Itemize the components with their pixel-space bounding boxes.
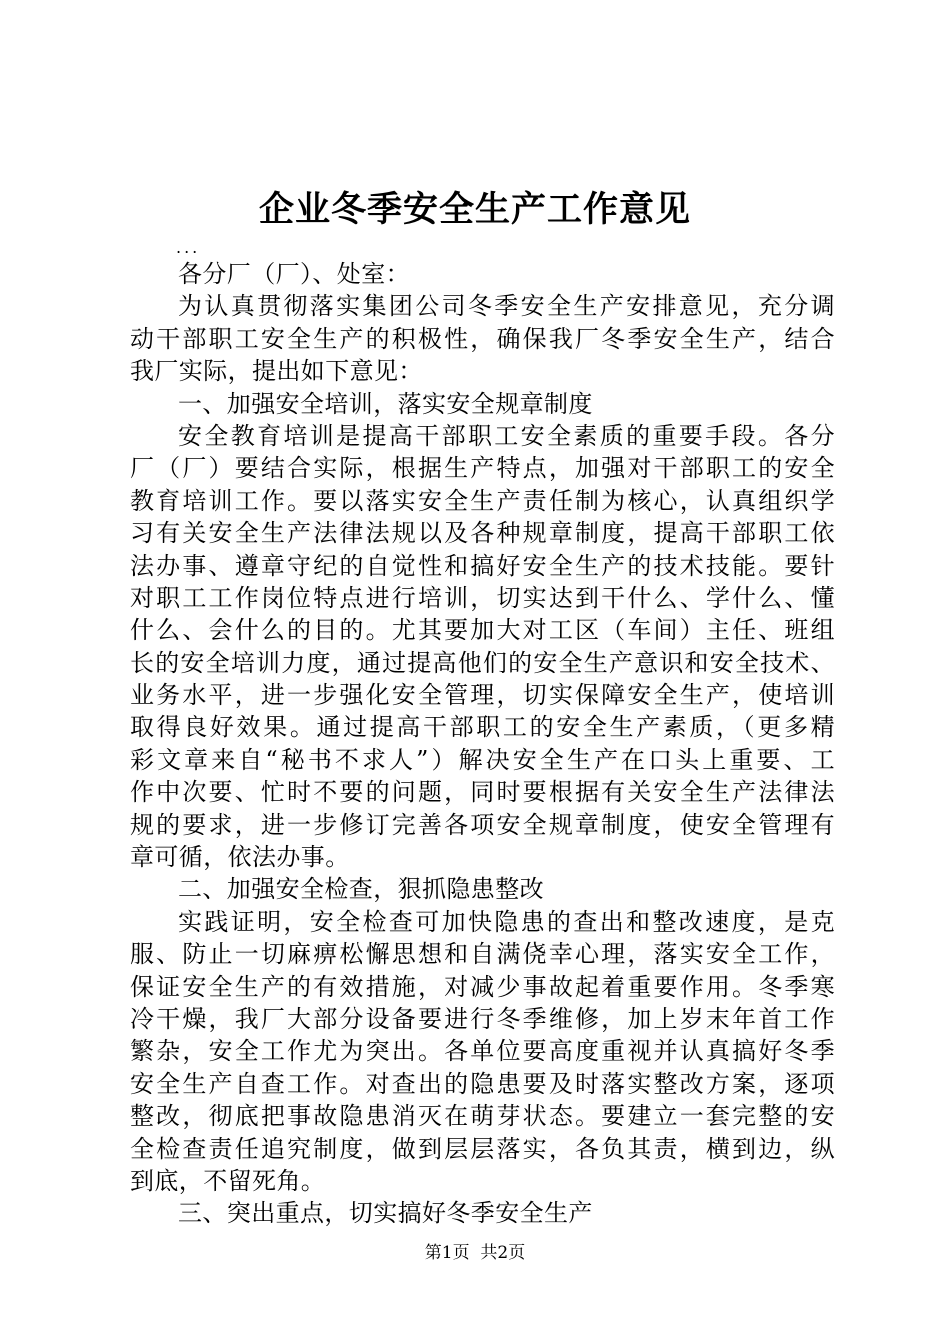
page-footer: 第1页 共2页	[424, 1243, 526, 1263]
document-title: 企业冬季安全生产工作意见	[258, 189, 691, 230]
text-line: 对职工工作岗位特点进行培训，切实达到干什么、学什么、懂	[130, 583, 835, 612]
text-line: 繁杂，安全工作尤为突出。各单位要高度重视并认真搞好冬季	[130, 1037, 835, 1066]
text-line: 安全教育培训是提高干部职工安全素质的重要手段。各分	[178, 421, 835, 450]
text-line: 三、突出重点，切实搞好冬季安全生产	[178, 1199, 593, 1228]
text-line: 服、防止一切麻痹松懈思想和自满侥幸心理，落实安全工作，	[130, 940, 835, 969]
text-line: 规的要求，进一步修订完善各项安全规章制度，使安全管理有	[130, 810, 835, 839]
text-line: 法办事、遵章守纪的自觉性和搞好安全生产的技术技能。要针	[130, 551, 835, 580]
text-line: 我厂实际，提出如下意见：	[130, 357, 423, 386]
text-line: 业务水平，进一步强化安全管理，切实保障安全生产，使培训	[130, 681, 835, 710]
text-line: 什么、会什么的目的。尤其要加大对工区（车间）主任、班组	[130, 616, 835, 645]
text-line: 保证安全生产的有效措施，对减少事故起着重要作用。冬季寒	[130, 972, 835, 1001]
text-line: 各分厂（厂）、处室：	[178, 260, 410, 288]
text-lines	[130, 258, 835, 1230]
text-line: 冷干燥，我厂大部分设备要进行冬季维修，加上岁末年首工作	[130, 1004, 835, 1033]
text-line: 为认真贯彻落实集团公司冬季安全生产安排意见，充分调	[178, 292, 835, 321]
text-line: 取得良好效果。通过提高干部职工的安全生产素质，（更多精	[130, 713, 835, 742]
text-line: 动干部职工安全生产的积极性，确保我厂冬季安全生产，结合	[130, 324, 835, 353]
text-line: 作中次要、忙时不要的问题，同时要根据有关安全生产法律法	[130, 778, 835, 807]
text-line: 习有关安全生产法律法规以及各种规章制度，提高干部职工依	[130, 519, 835, 548]
text-line: 厂（厂）要结合实际，根据生产特点，加强对干部职工的安全	[130, 454, 835, 483]
text-line: 章可循，依法办事。	[130, 843, 350, 872]
text-line: 一、加强安全培训，落实安全规章制度	[178, 389, 593, 418]
text-line: 到底，不留死角。	[130, 1166, 326, 1195]
text-line: 彩文章来自“秘书不求人”）解决安全生产在口头上重要、工	[130, 745, 835, 774]
text-line: 教育培训工作。要以落实安全生产责任制为核心，认真组织学	[130, 486, 835, 515]
text-line: 整改，彻底把事故隐患消灭在萌芽状态。要建立一套完整的安	[130, 1102, 835, 1131]
ellipsis-marker: ...	[176, 238, 201, 257]
document-body	[130, 238, 835, 1230]
text-line: 实践证明，安全检查可加快隐患的查出和整改速度，是克	[178, 907, 835, 936]
text-line: 二、加强安全检查，狠抓隐患整改	[178, 875, 544, 904]
text-line: 安全生产自查工作。对查出的隐患要及时落实整改方案，逐项	[130, 1069, 835, 1098]
text-line: 长的安全培训力度，通过提高他们的安全生产意识和安全技术、	[130, 648, 835, 677]
text-line: 全检查责任追究制度，做到层层落实，各负其责，横到边，纵	[130, 1134, 835, 1163]
